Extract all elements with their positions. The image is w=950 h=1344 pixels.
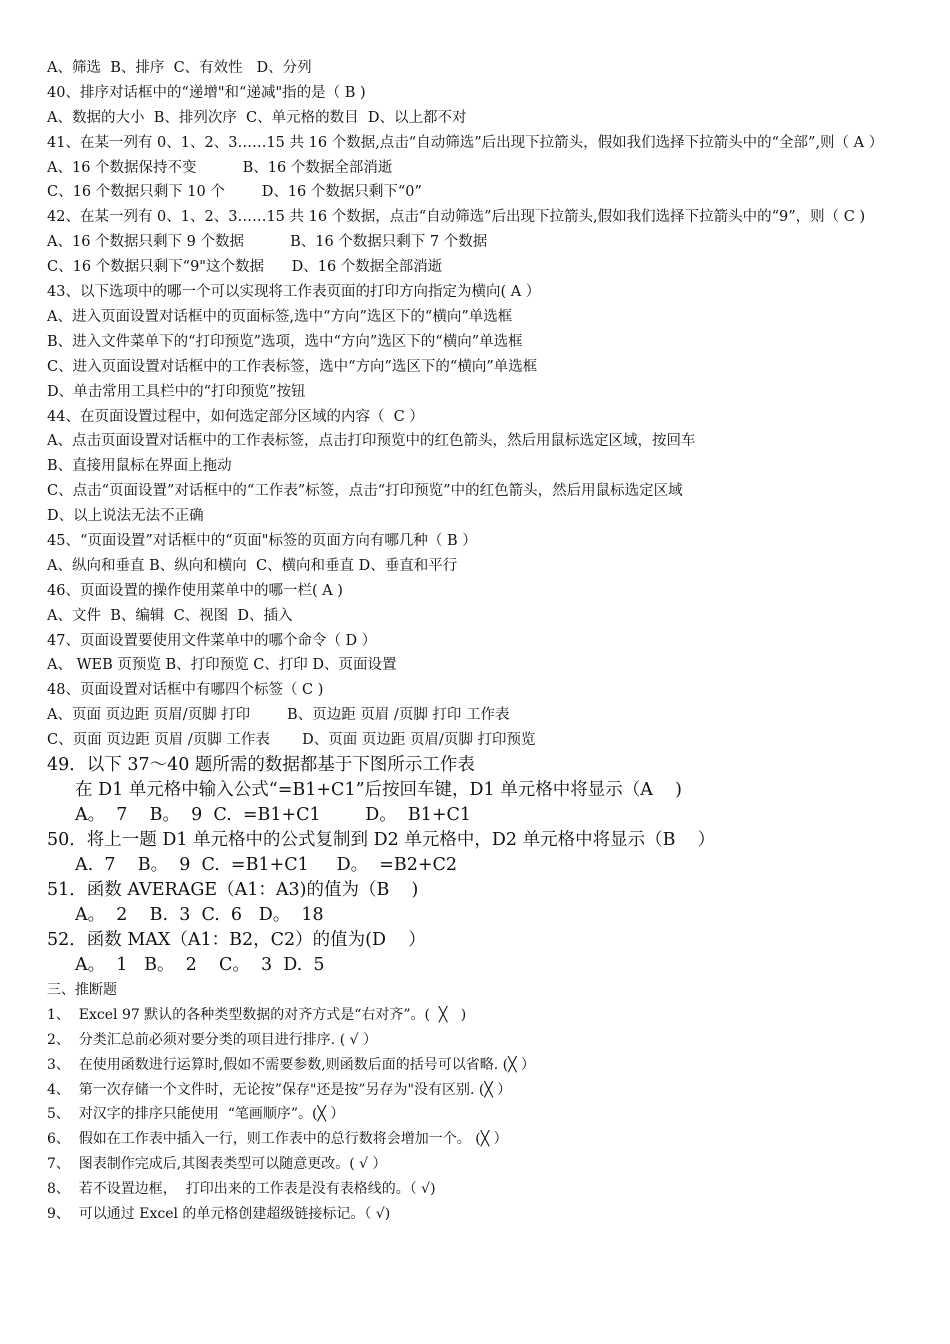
text-line: A、点击页面设置对话框中的工作表标签，点击打印预览中的红色箭头，然后用鼠标选定区域，按回车 [47, 433, 696, 450]
judge-item: 3、 在使用函数进行运算时,假如不需要参数,则函数后面的括号可以省略. (╳ ） [47, 1056, 535, 1073]
judge-item: 4、 第一次存储一个文件时，无论按”保存"还是按”另存为"没有区别. (╳ ） [47, 1081, 512, 1098]
section-heading: 三、推断题 [47, 981, 117, 998]
judge-item: 2、 分类汇总前必须对要分类的项目进行排序. ( √ ） [47, 1031, 377, 1048]
question-line: 46、页面设置的操作使用菜单中的哪一栏( A ) [47, 582, 343, 599]
text-line: A、纵向和垂直 B、纵向和横向 C、横向和垂直 D、垂直和平行 [47, 557, 458, 574]
judge-item: 1、 Excel 97 默认的各种类型数据的对齐方式是“右对齐”。( ╳ ) [47, 1006, 467, 1023]
text-line: A、文件 B、编辑 C、视图 D、插入 [47, 607, 293, 624]
text-line: A。 7 B。 9 C. =B1+C1 D。 B1+C1 [75, 804, 472, 825]
text-line: A、筛选 B、排序 C、有效性 D、分列 [47, 60, 312, 76]
text-line: A. 7 B。 9 C. =B1+C1 D。 =B2+C2 [75, 854, 458, 875]
question-line: 47、页面设置要使用文件菜单中的哪个命令（ D ） [47, 632, 377, 649]
question-line: 52．函数 MAX（A1：B2，C2）的值为(D ） [47, 929, 426, 950]
text-line: A、16 个数据只剩下 9 个数据 B、16 个数据只剩下 7 个数据 [47, 234, 488, 251]
question-line: 49．以下 37～40 题所需的数据都基于下图所示工作表 [47, 754, 475, 775]
text-line: C、16 个数据只剩下 10 个 D、16 个数据只剩下“0” [47, 184, 422, 201]
judge-item: 7、 图表制作完成后,其图表类型可以随意更改。( √ ） [47, 1156, 387, 1173]
text-line: A、进入页面设置对话框中的页面标签,选中“方向”选区下的“横向”单选框 [47, 308, 513, 325]
text-line: B、进入文件菜单下的“打印预览”选项，选中“方向”选区下的“横向”单选框 [47, 333, 523, 350]
text-line: A、页面 页边距 页眉/页脚 打印 B、页边距 页眉 /页脚 打印 工作表 [47, 707, 510, 724]
question-line: 48、页面设置对话框中有哪四个标签（ C ) [47, 682, 324, 699]
judge-item: 9、 可以通过 Excel 的单元格创建超级链接标记。（ √) [47, 1205, 391, 1222]
question-line: 41、在某一列有 0、1、2、3……15 共 16 个数据,点击“自动筛选”后出现下拉箭头，假如我们选择下拉箭头中的“全部”,则（ A ） [47, 134, 884, 151]
text-line: A。 1 B。 2 C。 3 D. 5 [75, 954, 325, 975]
text-line: C、页面 页边距 页眉 /页脚 工作表 D、页面 页边距 页眉/页脚 打印预览 [47, 732, 536, 749]
judge-item: 8、 若不设置边框， 打印出来的工作表是没有表格线的。（ √) [47, 1181, 436, 1198]
text-line: C、进入页面设置对话框中的工作表标签，选中“方向”选区下的“横向”单选框 [47, 358, 538, 375]
question-line: 51．函数 AVERAGE（A1：A3)的值为（B ) [47, 879, 419, 900]
text-line: A、数据的大小 B、排列次序 C、单元格的数目 D、以上都不对 [47, 109, 467, 126]
judge-item: 6、 假如在工作表中插入一行，则工作表中的总行数将会增加一个。 (╳ ） [47, 1131, 508, 1148]
judge-item: 5、 对汉字的排序只能使用 “笔画顺序”。(╳ ） [47, 1106, 345, 1123]
text-line: D、以上说法无法不正确 [47, 508, 204, 525]
text-line: C、16 个数据只剩下“9"这个数据 D、16 个数据全部消逝 [47, 259, 443, 276]
question-line: 50．将上一题 D1 单元格中的公式复制到 D2 单元格中，D2 单元格中将显示（B ） [47, 829, 716, 850]
text-line: D、单击常用工具栏中的“打印预览”按钮 [47, 383, 306, 400]
text-line: A。 2 B. 3 C. 6 D。 18 [75, 904, 324, 925]
question-line: 43、以下选项中的哪一个可以实现将工作表页面的打印方向指定为横向( A ） [47, 284, 541, 301]
question-line: 44、在页面设置过程中，如何选定部分区域的内容（ C ） [47, 408, 424, 425]
text-line: 在 D1 单元格中输入公式“=B1+C1”后按回车键，D1 单元格中将显示（A ) [75, 779, 682, 800]
text-line: C、点击“页面设置”对话框中的“工作表”标签，点击“打印预览”中的红色箭头，然后用鼠标选定区域 [47, 483, 683, 500]
text-line: A、 WEB 页预览 B、打印预览 C、打印 D、页面设置 [47, 657, 397, 674]
text-line: A、16 个数据保持不变 B、16 个数据全部消逝 [47, 159, 393, 176]
question-line: 45、“页面设置”对话框中的“页面"标签的页面方向有哪几种（ B ） [47, 532, 477, 549]
text-line: B、直接用鼠标在界面上拖动 [47, 458, 232, 475]
question-line: 42、在某一列有 0、1、2、3……15 共 16 个数据，点击“自动筛选”后出现下拉箭头,假如我们选择下拉箭头中的“9”，则（ C ) [47, 209, 866, 226]
question-line: 40、排序对话框中的“递增"和“递减"指的是（ B ) [47, 84, 366, 101]
